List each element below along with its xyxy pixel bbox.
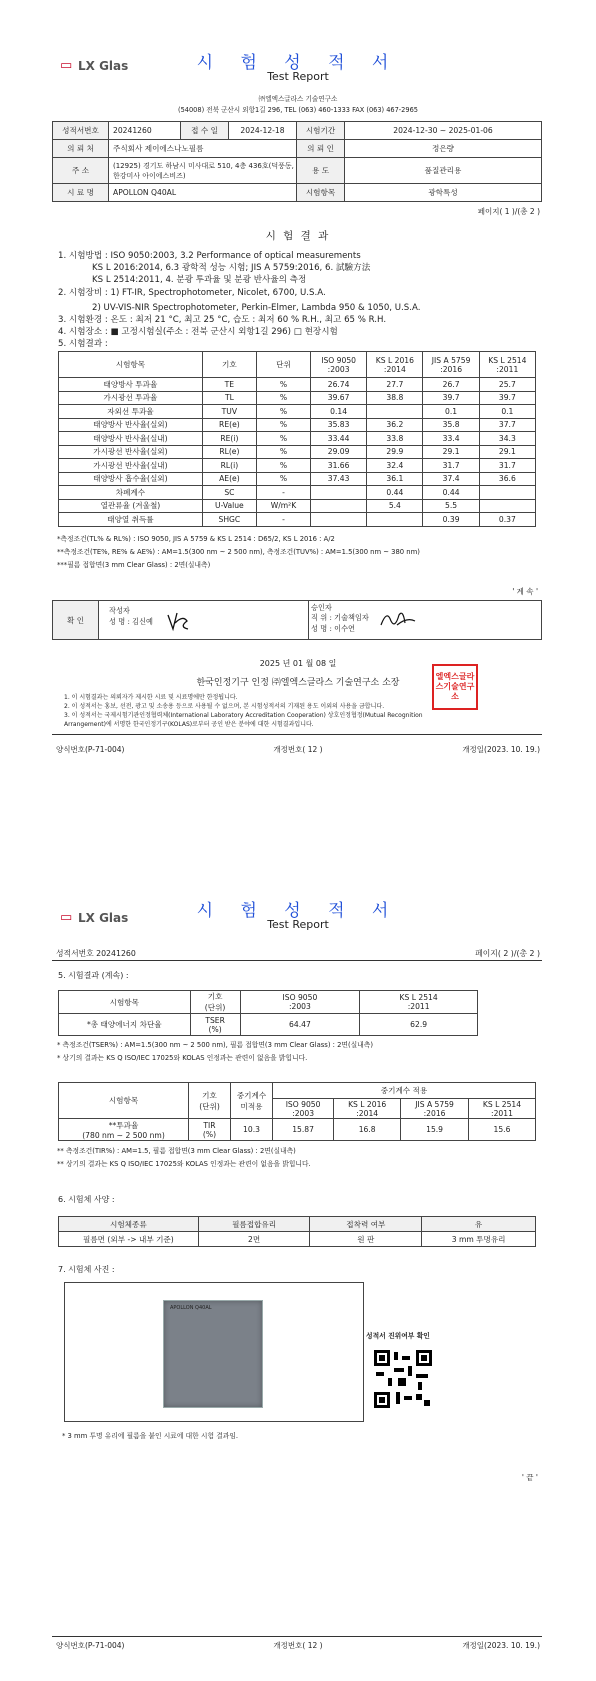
table-cell: SHGC xyxy=(202,513,256,527)
table-cell: U-Value xyxy=(202,499,256,513)
tser-table xyxy=(58,990,478,1036)
table-cell: TE xyxy=(202,378,256,392)
tir-iso9050: 15.87 xyxy=(273,1119,334,1141)
table-cell: 태양열 취득률 xyxy=(59,513,203,527)
logo-text: LX Glas xyxy=(78,911,129,925)
col-header: KS L 2514 :2011 xyxy=(468,1099,535,1119)
table-cell: 열관류율 (겨울철) xyxy=(59,499,203,513)
table-cell: % xyxy=(256,418,310,432)
address-label: 주 소 xyxy=(53,158,109,184)
results-title: 시 험 결 과 xyxy=(265,230,331,242)
col-header: 시험항목 xyxy=(59,352,203,378)
tir-unweighted: 10.3 xyxy=(231,1119,273,1141)
sample-handwritten-label: APOLLON Q40AL xyxy=(170,1305,212,1311)
report-no: 20241260 xyxy=(109,122,181,140)
table-cell: 37.4 xyxy=(423,472,479,486)
table-cell: 0.44 xyxy=(423,486,479,500)
table-cell: 36.1 xyxy=(367,472,423,486)
tir-ksl2514: 15.6 xyxy=(468,1119,535,1141)
footer-revision-date: 개정일(2023. 10. 19.) xyxy=(462,1641,540,1650)
col-header: JIS A 5759 :2016 xyxy=(401,1099,469,1119)
tser-note: * 상기의 결과는 KS Q ISO/IEC 17025와 KOLAS 인정과는 관련이 없음을 밝힙니다. xyxy=(57,1054,308,1062)
table-row xyxy=(59,432,536,446)
table-cell: % xyxy=(256,445,310,459)
table-row xyxy=(59,459,536,473)
table-cell: 39.7 xyxy=(479,391,535,405)
tir-note: ** 상기의 결과는 KS Q ISO/IEC 17025와 KOLAS 인정과는 관련이 없음을 밝힙니다. xyxy=(57,1160,311,1168)
sample-photo-frame xyxy=(64,1282,364,1422)
table-cell: 33.44 xyxy=(311,432,367,446)
col-header: JIS A 5759 :2016 xyxy=(423,352,479,378)
footer-revision: 개정번호( 12 ) xyxy=(273,1641,323,1650)
report-page-1 xyxy=(0,0,596,790)
report-page-2 xyxy=(0,860,596,1681)
spec-cell: 2면 xyxy=(198,1232,310,1247)
col-header: KS L 2016 :2014 xyxy=(367,352,423,378)
report-no-label: 성적서번호 xyxy=(53,122,109,140)
approver-signature-icon xyxy=(379,607,417,633)
org-name: ㈜엘엑스글라스 기술연구소 xyxy=(258,95,338,103)
end-mark: ' 끝 ' xyxy=(521,1473,538,1482)
issue-date: 2025 년 01 월 08 일 xyxy=(259,659,337,668)
report-no: 성적서번호 20241260 xyxy=(56,949,136,958)
client-address: (12925) 경기도 하남시 미사대로 510, 4층 436호(덕풍동, 한강미사 아이에스비즈) xyxy=(109,158,297,184)
issuer: 한국인정기구 인정 ㈜엘엑스글라스 기술연구소 소장 xyxy=(196,678,400,688)
optical-results-table xyxy=(58,351,536,527)
author-signature-icon xyxy=(165,609,191,633)
col-header: 시험항목 xyxy=(59,991,191,1014)
tser-symbol: TSER (%) xyxy=(190,1014,240,1036)
approver-title: 승인자 xyxy=(311,603,332,612)
table-cell: TL xyxy=(202,391,256,405)
divider xyxy=(308,601,309,639)
lx-logo-icon: ▭ xyxy=(60,58,73,73)
period-label: 시험기간 xyxy=(297,122,345,140)
approver-position: 직 위 : 기술책임자 xyxy=(311,613,369,622)
footer-revision-date: 개정일(2023. 10. 19.) xyxy=(462,745,540,754)
table-cell: 가시광선 반사율(실내) xyxy=(59,459,203,473)
table-cell: 33.8 xyxy=(367,432,423,446)
table-cell xyxy=(311,486,367,500)
sample-label: 시 료 명 xyxy=(53,184,109,202)
table-cell: 0.37 xyxy=(479,513,535,527)
table-cell xyxy=(311,513,367,527)
spec-cell: 필름면 (외부 -> 내부 기준) xyxy=(59,1232,199,1247)
table-cell: 0.1 xyxy=(479,405,535,419)
footnote: 2. 이 성적서는 홍보, 선전, 광고 및 소송용 등으로 사용될 수 없으며, 본 시험성적서의 기재된 용도 이외의 사용을 금합니다. xyxy=(64,703,385,710)
table-cell: 가시광선 투과율 xyxy=(59,391,203,405)
table-cell: % xyxy=(256,472,310,486)
footer-form-no: 양식번호(P-71-004) xyxy=(56,745,125,754)
tser-iso9050: 64.47 xyxy=(240,1014,360,1036)
method-line: KS L 2016:2014, 6.3 광학적 성능 시험; JIS A 5759:2016, 6. 試驗方法 xyxy=(92,263,371,273)
table-row xyxy=(59,391,536,405)
spec-table xyxy=(58,1216,536,1247)
sample-name: APOLLON Q40AL xyxy=(109,184,297,202)
footnote: Arrangement)에 서명한 한국인정기구(KOLAS)로부터 공인 받은 분야에 대한 시험결과입니다. xyxy=(64,721,314,728)
table-cell: 자외선 투과율 xyxy=(59,405,203,419)
table-cell: 31.7 xyxy=(479,459,535,473)
measurement-note: *측정조건(TL% & RL%) : ISO 9050, JIS A 5759 & KS L 2514 : D65/2, KS L 2016 : A/2 xyxy=(57,535,335,543)
sample-photo xyxy=(163,1300,263,1408)
approver-name: 성 명 : 이수연 xyxy=(311,624,355,633)
author-name: 성 명 : 김신예 xyxy=(109,617,153,626)
table-cell: 5.4 xyxy=(367,499,423,513)
tir-item: **투과율 (780 nm ~ 2 500 nm) xyxy=(59,1119,189,1141)
col-header: KS L 2514 :2011 xyxy=(479,352,535,378)
table-cell: RL(e) xyxy=(202,445,256,459)
method-line: 5. 시험결과 : xyxy=(58,339,108,349)
table-cell: 25.7 xyxy=(479,378,535,392)
table-cell: 39.7 xyxy=(423,391,479,405)
tir-table xyxy=(58,1082,536,1141)
table-cell: TUV xyxy=(202,405,256,419)
measurement-note: ***필름 접합면(3 mm Clear Glass) : 2면(실내측) xyxy=(57,561,211,569)
table-cell: % xyxy=(256,391,310,405)
table-cell: 26.7 xyxy=(423,378,479,392)
table-cell: 33.4 xyxy=(423,432,479,446)
table-row xyxy=(59,418,536,432)
table-cell: 태양방사 흡수율(실외) xyxy=(59,472,203,486)
qr-label: 성적서 진위여부 확인 xyxy=(366,1332,430,1340)
table-cell: 36.6 xyxy=(479,472,535,486)
org-address: (54008) 전북 군산시 외항1길 296, TEL (063) 460-1333 FAX (063) 467-2965 xyxy=(178,106,418,114)
tir-note: ** 측정조건(TIR%) : AM=1.5, 필름 접합면(3 mm Clear Glass) : 2면(실내측) xyxy=(57,1147,296,1155)
page-number: 페이지( 1 )/(총 2 ) xyxy=(477,207,540,216)
table-cell: % xyxy=(256,378,310,392)
table-cell: W/m²K xyxy=(256,499,310,513)
section-6-title: 6. 시험체 사양 : xyxy=(58,1195,115,1204)
tir-symbol: TIR (%) xyxy=(189,1119,231,1141)
document-title: 시 험 성 적 서 xyxy=(196,901,400,921)
table-cell: RE(e) xyxy=(202,418,256,432)
col-header: KS L 2016 :2014 xyxy=(334,1099,401,1119)
section-7-title: 7. 시험체 사진 : xyxy=(58,1265,115,1274)
table-cell: 0.39 xyxy=(423,513,479,527)
table-row xyxy=(59,499,536,513)
table-cell: 차폐계수 xyxy=(59,486,203,500)
measurement-note: **측정조건(TE%, RE% & AE%) : AM=1.5(300 nm ~ 2 500 nm), 측정조건(TUV%) : AM=1.5(300 nm ~ 380 nm) xyxy=(57,548,420,556)
spec-cell: 원 판 xyxy=(310,1232,422,1247)
table-cell: 29.1 xyxy=(479,445,535,459)
table-cell: RE(i) xyxy=(202,432,256,446)
col-header: 기호 (단위) xyxy=(190,991,240,1014)
table-cell: 29.1 xyxy=(423,445,479,459)
tir-ksl2016: 16.8 xyxy=(334,1119,401,1141)
continued-mark: ' 계 속 ' xyxy=(512,587,538,596)
col-header: 시험체종류 xyxy=(59,1217,199,1232)
table-cell: 39.67 xyxy=(311,391,367,405)
verification-qr-icon[interactable] xyxy=(374,1350,432,1408)
footer-rule xyxy=(52,734,542,735)
method-line: 1. 시험방법 : ISO 9050:2003, 3.2 Performance of optical measurements xyxy=(58,251,361,261)
table-row xyxy=(59,486,536,500)
table-cell: - xyxy=(256,513,310,527)
col-header: 중기계수 적용 xyxy=(273,1083,536,1099)
footer-rule xyxy=(52,1636,542,1637)
document-subtitle: Test Report xyxy=(267,918,329,931)
col-header: KS L 2514 :2011 xyxy=(360,991,478,1014)
table-cell: RL(i) xyxy=(202,459,256,473)
table-row xyxy=(59,378,536,392)
table-cell: 태양방사 반사율(실내) xyxy=(59,432,203,446)
table-cell: 0.14 xyxy=(311,405,367,419)
report-info-table xyxy=(52,121,542,202)
photo-note: * 3 mm 투명 유리에 필름을 붙인 시료에 대한 시험 결과임. xyxy=(62,1432,239,1440)
footer-revision: 개정번호( 12 ) xyxy=(273,745,323,754)
client: 주식회사 제이에스나노필름 xyxy=(109,140,297,158)
table-cell: 29.9 xyxy=(367,445,423,459)
table-cell: 35.8 xyxy=(423,418,479,432)
table-cell: - xyxy=(256,486,310,500)
method-line: 4. 시험장소 : ■ 고정시험실(주소 : 전북 군산시 외항1길 296) □ 현장시험 xyxy=(58,327,338,337)
table-cell: 31.7 xyxy=(423,459,479,473)
table-cell: % xyxy=(256,459,310,473)
table-cell: 34.3 xyxy=(479,432,535,446)
col-header: 시험항목 xyxy=(59,1083,189,1119)
table-cell: 가시광선 반사율(실외) xyxy=(59,445,203,459)
table-cell: 태양방사 반사율(실외) xyxy=(59,418,203,432)
footnote: 1. 이 시험결과는 의뢰자가 제시한 시료 및 시료명에만 한정됩니다. xyxy=(64,694,238,701)
method-line: 2) UV-VIS-NIR Spectrophotometer, Perkin-Elmer, Lambda 950 & 1050, U.S.A. xyxy=(92,303,421,313)
tser-item: *총 태양에너지 차단율 xyxy=(59,1014,191,1036)
page-number: 페이지( 2 )/(총 2 ) xyxy=(475,949,540,958)
table-cell: 26.74 xyxy=(311,378,367,392)
lx-logo-icon: ▭ xyxy=(60,910,73,925)
method-line: 3. 시험환경 : 온도 : 최저 21 °C, 최고 25 °C, 습도 : 최저 60 % R.H., 최고 65 % R.H. xyxy=(58,315,387,325)
table-cell: 36.2 xyxy=(367,418,423,432)
table-cell xyxy=(479,486,535,500)
tser-note: * 측정조건(TSER%) : AM=1.5(300 nm ~ 2 500 nm), 필름 접합면(3 mm Clear Glass) : 2면(실내측) xyxy=(57,1041,373,1049)
method-line: 2. 시험장비 : 1) FT-IR, Spectrophotometer, Nicolet, 6700, U.S.A. xyxy=(58,288,326,298)
test-item: 광학특성 xyxy=(345,184,542,202)
author-title: 작성자 xyxy=(109,606,130,615)
col-header: ISO 9050 :2003 xyxy=(240,991,360,1014)
table-row xyxy=(59,472,536,486)
table-cell xyxy=(367,405,423,419)
confirm-label: 확 인 xyxy=(53,601,99,639)
table-cell: 35.83 xyxy=(311,418,367,432)
official-seal: 엘엑스글라스기술연구소 xyxy=(432,664,478,710)
col-header: ISO 9050 :2003 xyxy=(311,352,367,378)
table-cell: 37.43 xyxy=(311,472,367,486)
usage: 품질관리용 xyxy=(345,158,542,184)
col-header: 접착력 여부 xyxy=(310,1217,422,1232)
table-cell: SC xyxy=(202,486,256,500)
table-row xyxy=(59,513,536,527)
table-cell: 37.7 xyxy=(479,418,535,432)
section-5-title: 5. 시험결과 (계속) : xyxy=(58,971,129,980)
table-cell: 5.5 xyxy=(423,499,479,513)
requester: 정은량 xyxy=(345,140,542,158)
table-cell xyxy=(311,499,367,513)
table-cell: 태양방사 투과율 xyxy=(59,378,203,392)
requester-label: 의 뢰 인 xyxy=(297,140,345,158)
document-subtitle: Test Report xyxy=(267,70,329,83)
col-header: 기호 xyxy=(202,352,256,378)
col-header: 유 xyxy=(422,1217,536,1232)
document-title: 시 험 성 적 서 xyxy=(196,53,400,73)
table-cell: 27.7 xyxy=(367,378,423,392)
footer-form-no: 양식번호(P-71-004) xyxy=(56,1641,125,1650)
received-date: 2024-12-18 xyxy=(229,122,297,140)
table-cell: 0.1 xyxy=(423,405,479,419)
table-cell xyxy=(367,513,423,527)
header-rule xyxy=(52,960,542,961)
table-cell xyxy=(479,499,535,513)
col-header: 필름접합유리 xyxy=(198,1217,310,1232)
item-label: 시험항목 xyxy=(297,184,345,202)
spec-cell: 3 mm 투명유리 xyxy=(422,1232,536,1247)
method-line: KS L 2514:2011, 4. 분광 투과율 및 분광 반사율의 측정 xyxy=(92,275,307,285)
table-row xyxy=(59,445,536,459)
client-label: 의 뢰 처 xyxy=(53,140,109,158)
table-cell: 29.09 xyxy=(311,445,367,459)
table-cell: AE(e) xyxy=(202,472,256,486)
col-header: ISO 9050 :2003 xyxy=(273,1099,334,1119)
usage-label: 용 도 xyxy=(297,158,345,184)
table-cell: 38.8 xyxy=(367,391,423,405)
table-row xyxy=(59,405,536,419)
col-header: 중기계수 미적용 xyxy=(231,1083,273,1119)
col-header: 기호 (단위) xyxy=(189,1083,231,1119)
test-period: 2024-12-30 ~ 2025-01-06 xyxy=(345,122,542,140)
col-header: 단위 xyxy=(256,352,310,378)
confirmation-box xyxy=(52,600,542,640)
footnote: 3. 이 성적서는 국제시험기관인정협력체(International Laboratory Accreditation Cooperation) 상호인정협정(Mutual Recognition xyxy=(64,712,423,719)
tser-ksl2514: 62.9 xyxy=(360,1014,478,1036)
logo-text: LX Glas xyxy=(78,59,129,73)
received-label: 접 수 일 xyxy=(181,122,229,140)
table-cell: % xyxy=(256,432,310,446)
table-cell: 32.4 xyxy=(367,459,423,473)
table-cell: 31.66 xyxy=(311,459,367,473)
table-cell: % xyxy=(256,405,310,419)
tir-jisa5759: 15.9 xyxy=(401,1119,469,1141)
table-cell: 0.44 xyxy=(367,486,423,500)
